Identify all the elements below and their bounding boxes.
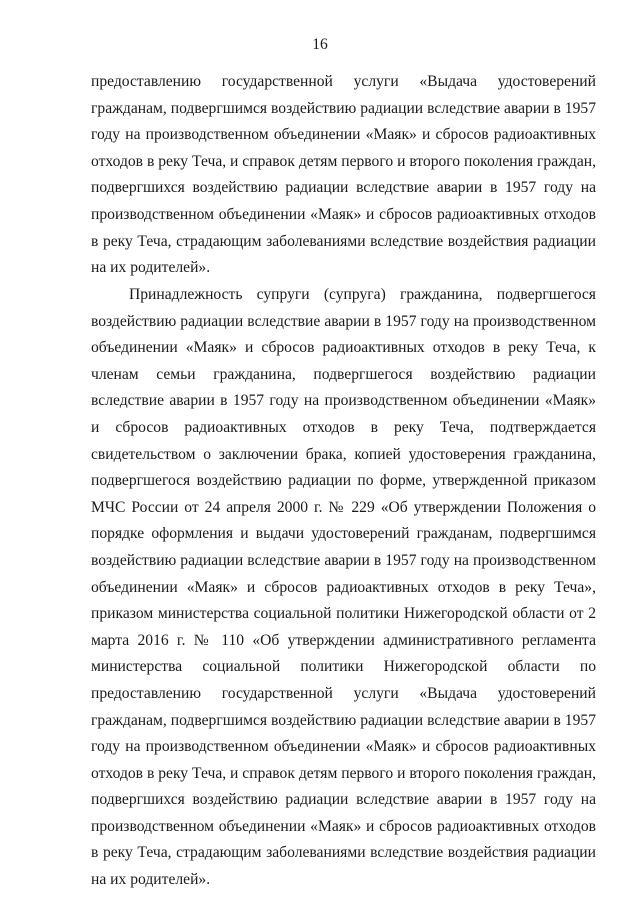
page-number: 16 bbox=[312, 36, 328, 53]
paragraph-continuation: предоставлению государственной услуги «Выдача удостоверений гражданам, подвергшимся воздействию радиации вследствие аварии в 1957 году на производственном объединении «Маяк» и сбросов радиоактивных отходов в реку Теча, и справок детям первого и второго поколения граждан, подвергшихся воздействию радиации вследствие аварии в 1957 году на производственном объединении «Маяк» и сбросов радиоактивных отходов в реку Теча, страдающим заболеваниями вследствие воздействия радиации на их родителей». bbox=[91, 73, 596, 277]
paragraph-spouse-membership: Принадлежность супруги (супруга) гражданина, подвергшегося воздействию радиации вследствие аварии в 1957 году на производственном объединении «Маяк» и сбросов радиоактивных отходов в реку Теча, к членам семьи гражданина, подвергшегося воздействию радиации вследствие аварии в 1957 году на производственном объединении «Маяк» и сбросов радиоактивных отходов в реку Теча, подтверждается свидетельством о заключении брака, копией удостоверения гражданина, подвергшегося воздействию радиации по форме, утвержденной приказом МЧС России от 24 апреля 2000 г. № 229 «Об утверждении Положения о порядке оформления и выдачи удостоверений гражданам, подвергшимся воздействию радиации вследствие аварии в 1957 году на производственном объединении «Маяк» и сбросов радиоактивных отходов в реку Теча», приказом министерства социальной политики Нижегородской области от 2 марта 2016 г. № 110 «Об утверждении административного регламента министерства социальной политики Нижегородской области по предоставлению государственной услуги «Выдача удостоверений гражданам, подвергшимся воздействию радиации вследствие аварии в 1957 году на производственном объединении «Маяк» и сбросов радиоактивных отходов в реку Теча, и справок детям первого и второго поколения граждан, подвергшихся воздействию радиации вследствие аварии в 1957 году на производственном объединении «Маяк» и сбросов радиоактивных отходов в реку Теча, страдающим заболеваниями вследствие воздействия радиации на их родителей». bbox=[91, 286, 596, 889]
